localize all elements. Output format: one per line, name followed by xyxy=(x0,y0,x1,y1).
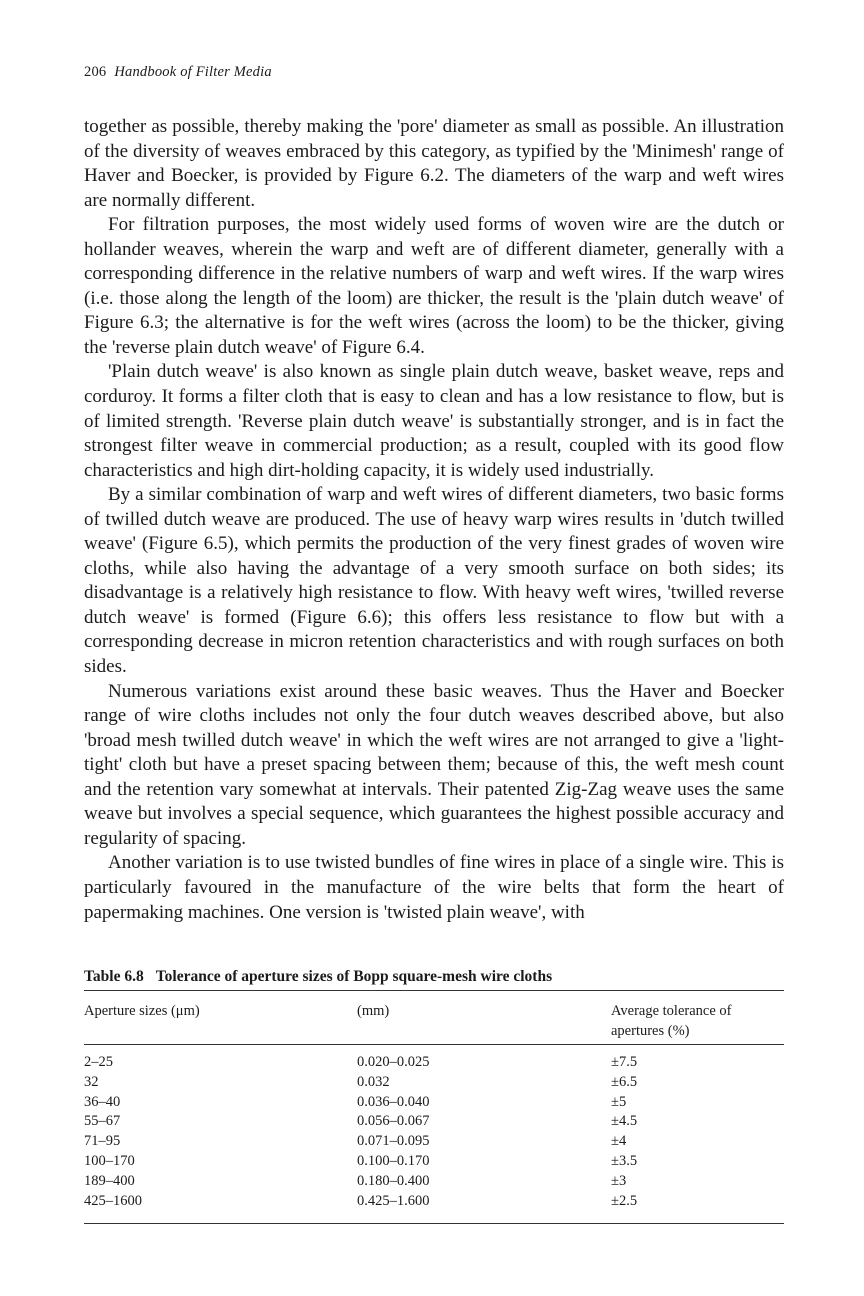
paragraph: together as possible, thereby making the 'pore' diameter as small as possible. An illustration of the diversity of weaves embraced by this category, as typified by the 'Minimesh' range of Haver and Boecker, is provided by Figure 6.2. The diameters of the warp and weft wires are normally different. xyxy=(84,116,784,211)
table-top-rule xyxy=(84,990,784,991)
cell-aperture-um: 425–1600 xyxy=(84,1192,142,1209)
cell-tolerance: ±2.5 xyxy=(611,1192,638,1209)
column-header-mm: (mm) xyxy=(357,1003,390,1019)
table-label: Table 6.8 xyxy=(84,968,144,985)
body-text xyxy=(84,115,784,925)
paragraph: 'Plain dutch weave' is also known as single plain dutch weave, basket weave, reps and corduroy. It forms a filter cloth that is easy to clean and has a low resistance to flow, but is of limited strength. 'Reverse plain dutch weave' is substantially stronger, and is in fact the strongest filter weave in commercial production; as a result, coupled with its good flow characteristics and high dirt-holding capacity, it is widely used industrially. xyxy=(84,361,784,481)
table-caption xyxy=(84,968,552,986)
cell-aperture-mm: 0.100–0.170 xyxy=(357,1152,430,1169)
cell-aperture-mm: 0.425–1.600 xyxy=(357,1192,430,1209)
table-row xyxy=(84,1094,784,1114)
table-row xyxy=(84,1133,784,1153)
column-header-tolerance: Average tolerance of apertures (%) xyxy=(611,1003,732,1039)
cell-tolerance: ±5 xyxy=(611,1093,627,1110)
cell-tolerance: ±4 xyxy=(611,1133,627,1150)
table-row xyxy=(84,1054,784,1074)
table-row xyxy=(84,1173,784,1193)
table-row xyxy=(84,1153,784,1173)
cell-aperture-mm: 0.020–0.025 xyxy=(357,1054,430,1070)
cell-aperture-mm: 0.032 xyxy=(357,1073,390,1090)
cell-aperture-um: 36–40 xyxy=(84,1093,121,1110)
cell-aperture-um: 71–95 xyxy=(84,1133,121,1150)
cell-aperture-um: 2–25 xyxy=(84,1054,113,1070)
cell-aperture-mm: 0.071–0.095 xyxy=(357,1133,430,1150)
paragraph: Numerous variations exist around these basic weaves. Thus the Haver and Boecker range of wire cloths includes not only the four dutch weaves described above, but also 'broad mesh twilled dutch weave' in which the weft wires are not arranged to give a 'light-tight' cloth but have a preset spacing between them; because of this, the weft mesh count and the retention vary somewhat at intervals. Their patented Zig-Zag weave uses the same weave but involves a special sequence, which guarantees the highest possible accuracy and regularity of spacing. xyxy=(84,680,784,849)
column-header-aperture-um: Aperture sizes (μm) xyxy=(84,1003,200,1019)
paragraph: By a similar combination of warp and weft wires of different diameters, two basic forms of twilled dutch weave are produced. The use of heavy warp wires results in 'dutch twilled weave' (Figure 6.5), which permits the production of the very finest grades of woven wire cloths, while also having the advantage of a very smooth surface on both sides; its disadvantage is a relatively high resistance to flow. With heavy weft wires, 'twilled reverse dutch weave' is formed (Figure 6.6); this offers less resistance to flow but with a corresponding decrease in micron retention characteristics and with rough surfaces on both sides. xyxy=(84,484,784,678)
book-title: Handbook of Filter Media xyxy=(114,64,272,80)
cell-aperture-mm: 0.036–0.040 xyxy=(357,1093,430,1110)
paragraph: For filtration purposes, the most widely used forms of woven wire are the dutch or hollander weaves, wherein the warp and weft are of different diameter, generally with a corresponding difference in the relative numbers of warp and weft wires. If the warp wires (i.e. those along the length of the loom) are thicker, the result is the 'plain dutch weave' of Figure 6.3; the alternative is for the weft wires (across the loom) to be the thicker, giving the 'reverse plain dutch weave' of Figure 6.4. xyxy=(84,214,784,358)
cell-tolerance: ±4.5 xyxy=(611,1113,638,1130)
paragraph: Another variation is to use twisted bundles of fine wires in place of a single wire. This is particularly favoured in the manufacture of the wire belts that form the heart of papermaking machines. One version is 'twisted plain weave', with xyxy=(84,852,784,923)
cell-tolerance: ±3 xyxy=(611,1172,627,1189)
cell-aperture-um: 189–400 xyxy=(84,1172,135,1189)
cell-aperture-mm: 0.056–0.067 xyxy=(357,1113,430,1130)
cell-tolerance: ±3.5 xyxy=(611,1152,638,1169)
cell-tolerance: ±7.5 xyxy=(611,1054,638,1070)
cell-tolerance: ±6.5 xyxy=(611,1073,638,1090)
table-row xyxy=(84,1113,784,1133)
cell-aperture-um: 55–67 xyxy=(84,1113,121,1130)
table-body xyxy=(84,1054,784,1212)
table-bottom-rule xyxy=(84,1223,784,1224)
table-header-rule xyxy=(84,1044,784,1045)
table-row xyxy=(84,1074,784,1094)
cell-aperture-mm: 0.180–0.400 xyxy=(357,1172,430,1189)
running-header xyxy=(84,64,272,81)
cell-aperture-um: 32 xyxy=(84,1073,99,1090)
page-number: 206 xyxy=(84,64,107,80)
table-row xyxy=(84,1193,784,1213)
table-title: Tolerance of aperture sizes of Bopp square-mesh wire cloths xyxy=(155,968,553,985)
cell-aperture-um: 100–170 xyxy=(84,1152,135,1169)
